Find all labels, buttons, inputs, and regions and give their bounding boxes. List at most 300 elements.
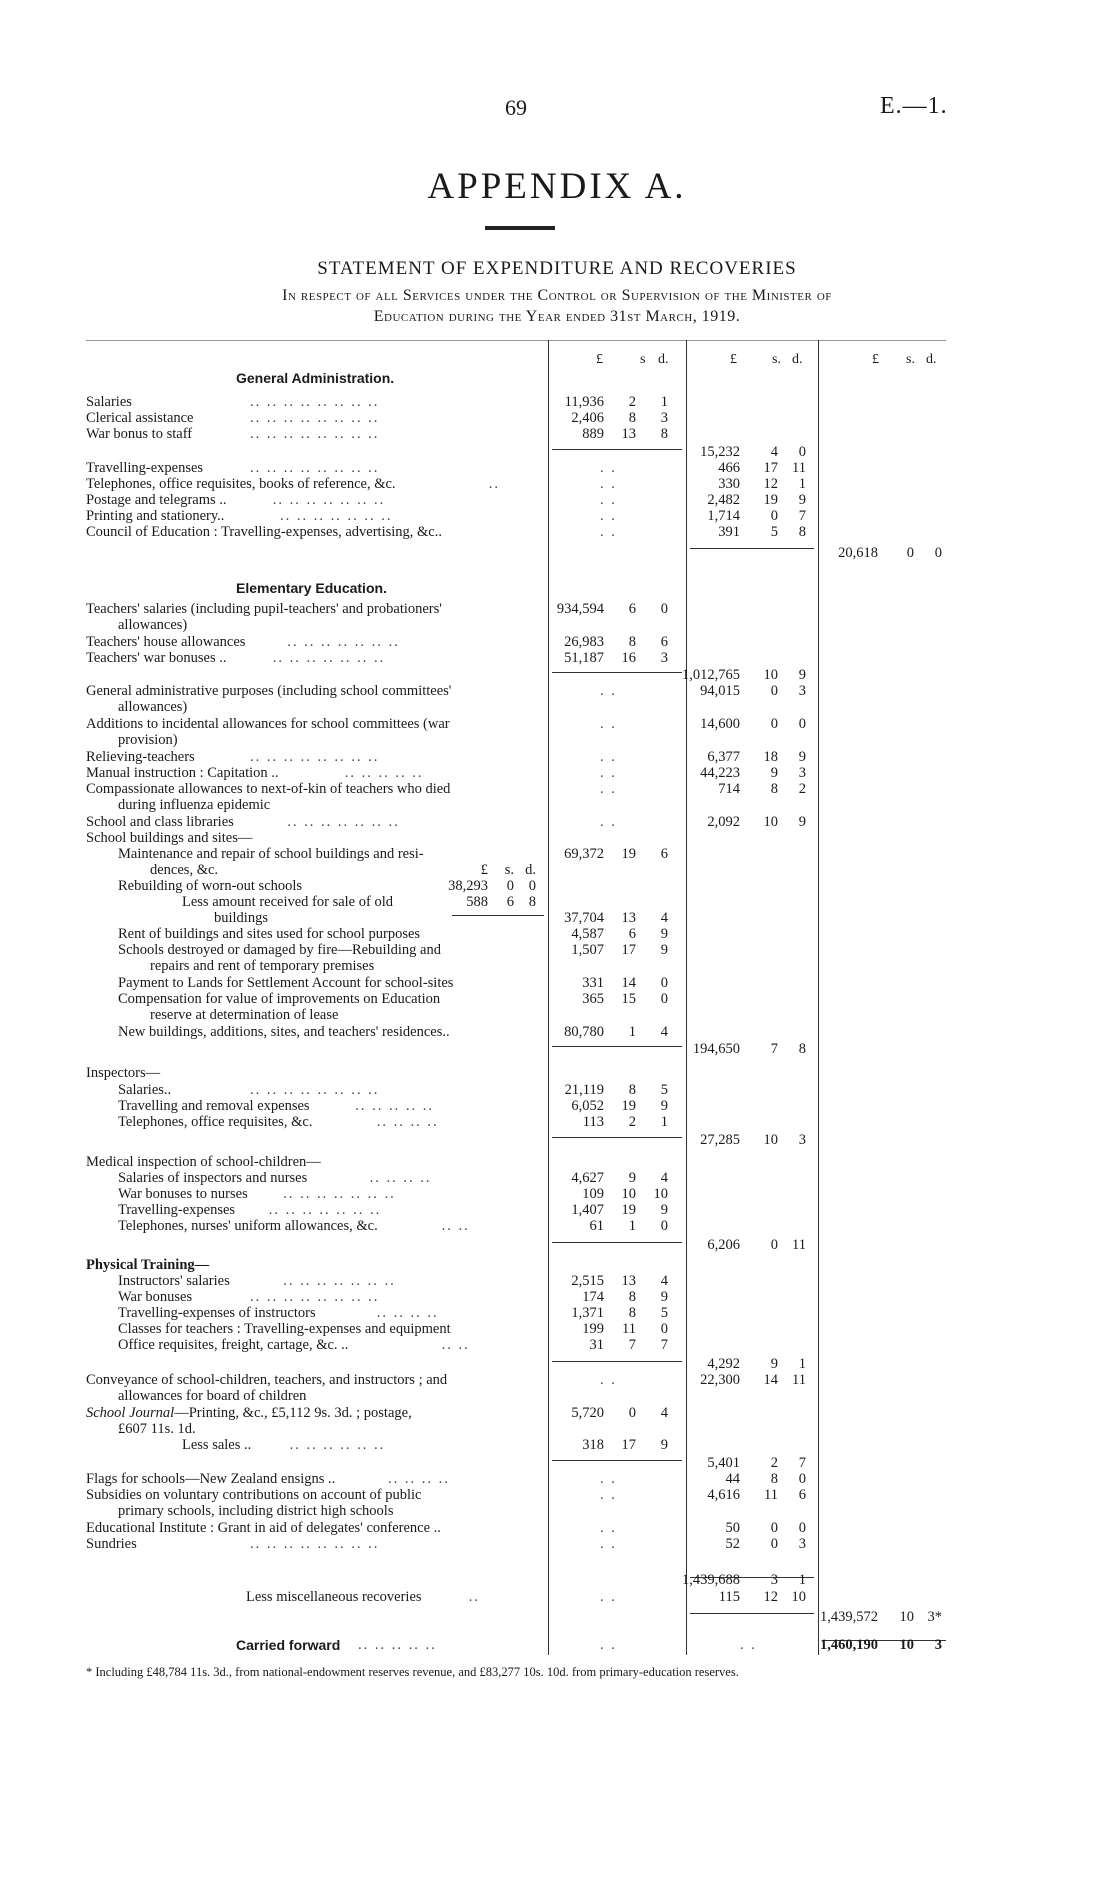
col2-amount-pounds: 22,300 (700, 1372, 740, 1388)
col2-amount-pence: 11 (792, 1372, 806, 1388)
col2-amount-pounds: 15,232 (700, 444, 740, 460)
col2-amount-pounds: 5,401 (707, 1455, 740, 1471)
col2-amount-shillings: 12 (763, 1589, 778, 1605)
table-row (0, 1503, 1114, 1519)
table-row (0, 1405, 1114, 1421)
col2-amount-pence: 1 (798, 1356, 806, 1372)
col2-amount-shillings: 0 (770, 683, 778, 699)
col2-amount-pounds: 44 (725, 1471, 740, 1487)
row-label: Physical Training— (86, 1257, 210, 1273)
col1-dots: . . (600, 1372, 617, 1388)
row-label: Printing and stationery.. (86, 508, 225, 524)
table-row (0, 1186, 1114, 1202)
row-label: War bonus to staff (86, 426, 193, 442)
inner-header-pence: d. (525, 862, 536, 878)
col2-amount-pounds: 50 (725, 1520, 740, 1536)
col2-amount-pence: 8 (798, 524, 806, 540)
leader-dots: .. .. .. .. .. .. .. (272, 650, 386, 666)
table-row (0, 1372, 1114, 1388)
table-row (0, 650, 1114, 666)
row-label: Sundries (86, 1536, 137, 1552)
row-label: Less sales .. (182, 1437, 252, 1453)
row-label: allowances) (118, 617, 188, 633)
col2-amount-pounds: 4,292 (707, 1356, 740, 1372)
leader-dots: .. .. .. .. .. (344, 765, 424, 781)
col3-amount-shillings: 10 (899, 1637, 914, 1653)
col2-amount-pounds: 2,482 (707, 492, 740, 508)
col2-amount-pounds: 714 (718, 781, 740, 797)
col1-amount-shillings: 17 (621, 1437, 636, 1453)
col2-amount-shillings: 10 (763, 667, 778, 683)
row-label: reserve at determination of lease (150, 1007, 339, 1023)
col2-shillings-header: s. (772, 352, 781, 367)
row-label: Telephones, office requisites, &c. (118, 1114, 313, 1130)
table-row (0, 1471, 1114, 1487)
table-row (0, 1455, 1114, 1471)
col1-amount-pounds: 934,594 (556, 601, 604, 617)
appendix-title: APPENDIX A. (427, 166, 687, 207)
col2-amount-shillings: 0 (770, 716, 778, 732)
row-label: General administrative purposes (including school committees' (86, 683, 452, 699)
row-label: Teachers' salaries (including pupil-teachers' and probationers' (86, 601, 442, 617)
table-row (0, 1082, 1114, 1098)
row-label: Medical inspection of school-children— (86, 1154, 321, 1170)
table-row (0, 1337, 1114, 1353)
table-row (0, 1520, 1114, 1536)
col2-amount-pence: 9 (798, 749, 806, 765)
leader-dots: .. .. .. .. .. .. (289, 1437, 386, 1453)
col1-amount-pence: 0 (660, 991, 668, 1007)
col2-amount-shillings: 10 (763, 814, 778, 830)
inner-amount-pounds: 588 (466, 894, 488, 910)
col2-amount-shillings: 0 (770, 1237, 778, 1253)
leader-dots: .. .. .. .. .. .. .. .. (250, 394, 380, 410)
row-label: Office requisites, freight, cartage, &c. .. (118, 1337, 349, 1353)
col1-amount-pounds: 80,780 (564, 1024, 604, 1040)
table-row (0, 667, 1114, 683)
col1-amount-pence: 10 (653, 1186, 668, 1202)
col2-amount-shillings: 9 (770, 1356, 778, 1372)
col1-amount-pounds: 2,406 (571, 410, 604, 426)
row-label: School and class libraries (86, 814, 234, 830)
leader-dots: .. .. .. .. (369, 1170, 432, 1186)
col3-amount-shillings: 10 (899, 1609, 914, 1625)
col1-amount-pence: 3 (660, 410, 668, 426)
col2-amount-pence: 9 (798, 667, 806, 683)
col2-amount-shillings: 2 (770, 1455, 778, 1471)
col1-amount-shillings: 13 (621, 910, 636, 926)
col1-amount-pounds: 889 (582, 426, 604, 442)
col1-amount-shillings: 14 (621, 975, 636, 991)
col1-amount-pence: 4 (660, 1273, 668, 1289)
col1-amount-pounds: 51,187 (564, 650, 604, 666)
leader-dots: .. .. (441, 1337, 470, 1353)
table-row (0, 958, 1114, 974)
inner-amount-pounds: 38,293 (448, 878, 488, 894)
col1-dots: . . (600, 476, 617, 492)
table-row (0, 1437, 1114, 1453)
table-row (0, 1321, 1114, 1337)
leader-dots: .. .. .. .. .. .. .. .. (250, 410, 380, 426)
table-row (0, 1024, 1114, 1040)
col2-amount-pence: 7 (798, 1455, 806, 1471)
table-row (0, 1388, 1114, 1404)
leader-dots: .. (488, 476, 501, 492)
row-label: Salaries (86, 394, 132, 410)
table-row (0, 749, 1114, 765)
document-reference: E.—1. (880, 93, 948, 119)
leader-dots: .. .. .. .. (388, 1471, 450, 1487)
table-row (0, 394, 1114, 410)
table-row (0, 716, 1114, 732)
row-label: allowances for board of children (118, 1388, 307, 1404)
leader-dots: .. .. .. .. .. .. .. .. (250, 1536, 380, 1552)
col1-amount-pounds: 5,720 (571, 1405, 604, 1421)
col2-amount-shillings: 7 (770, 1041, 778, 1057)
table-row (0, 1536, 1114, 1552)
col2-amount-pounds: 14,600 (700, 716, 740, 732)
table-row (0, 1202, 1114, 1218)
table-row (0, 846, 1114, 862)
table-row (0, 894, 1114, 910)
table-row (0, 1356, 1114, 1372)
row-label: £607 11s. 1d. (118, 1421, 196, 1437)
row-label: Salaries of inspectors and nurses (118, 1170, 308, 1186)
row-label: Conveyance of school-children, teachers, and instructors ; and (86, 1372, 448, 1388)
col1-amount-pence: 0 (660, 601, 668, 617)
table-row (0, 1305, 1114, 1321)
leader-dots: .. .. .. .. .. .. .. (283, 1273, 396, 1289)
table-row (0, 1065, 1114, 1081)
row-label: repairs and rent of temporary premises (150, 958, 375, 974)
table-row (0, 1098, 1114, 1114)
col2-amount-shillings: 8 (770, 1471, 778, 1487)
col2-amount-shillings: 12 (763, 476, 778, 492)
table-row (0, 910, 1114, 926)
col1-amount-pounds: 11,936 (564, 394, 604, 410)
row-label: Classes for teachers : Travelling-expenses and equipment (118, 1321, 451, 1337)
table-row (0, 492, 1114, 508)
inner-header-shillings: s. (504, 862, 514, 878)
col2-pence-header: d. (792, 352, 803, 367)
col1-amount-pence: 0 (660, 1321, 668, 1337)
leader-dots: .. .. .. .. .. .. .. (283, 1186, 396, 1202)
statement-subtitle-line-2: Education during the Year ended 31st March, 1919. (373, 308, 741, 325)
col2-amount-pence: 0 (798, 716, 806, 732)
title-rule (485, 226, 555, 230)
row-label: buildings (214, 910, 268, 926)
row-label: Travelling-expenses of instructors (118, 1305, 316, 1321)
row-label: Compassionate allowances to next-of-kin of teachers who died (86, 781, 451, 797)
row-label: dences, &c. (150, 862, 219, 878)
col1-amount-shillings: 11 (622, 1321, 636, 1337)
col1-amount-shillings: 6 (628, 601, 636, 617)
col2-amount-shillings: 18 (763, 749, 778, 765)
col2-amount-pounds: 391 (718, 524, 740, 540)
row-label: Telephones, office requisites, books of reference, &c. (86, 476, 396, 492)
col2-amount-pounds: 1,714 (707, 508, 740, 524)
table-row (0, 1637, 1114, 1653)
row-label: Flags for schools—New Zealand ensigns .. (86, 1471, 336, 1487)
inner-amount-pence: 0 (528, 878, 536, 894)
leader-dots: .. .. .. .. .. .. .. (287, 634, 400, 650)
col1-amount-pounds: 4,627 (571, 1170, 604, 1186)
col1-amount-shillings: 15 (621, 991, 636, 1007)
row-label: Travelling-expenses (118, 1202, 236, 1218)
leader-dots: .. .. .. .. (376, 1305, 439, 1321)
col3-amount-shillings: 0 (906, 545, 914, 561)
table-row (0, 476, 1114, 492)
leader-dots: .. .. .. .. .. .. .. .. (250, 749, 380, 765)
col2-amount-pence: 0 (798, 1520, 806, 1536)
row-label: Teachers' war bonuses .. (86, 650, 227, 666)
col1-amount-shillings: 8 (628, 410, 636, 426)
col2-amount-shillings: 14 (763, 1372, 778, 1388)
footnote: * Including £48,784 11s. 3d., from national-endowment reserves revenue, and £83,277 10s. 10d. from primary-education reserves. (86, 1665, 739, 1679)
table-row (0, 781, 1114, 797)
col2-amount-shillings: 5 (770, 524, 778, 540)
col1-amount-shillings: 0 (628, 1405, 636, 1421)
col1-amount-pounds: 331 (582, 975, 604, 991)
row-label: Relieving-teachers (86, 749, 195, 765)
col2-amount-shillings: 4 (770, 444, 778, 460)
col1-pence-header: d. (658, 352, 669, 367)
row-label: Schools destroyed or damaged by fire—Rebuilding and (118, 942, 441, 958)
col1-amount-shillings: 2 (628, 1114, 636, 1130)
table-row (0, 545, 1114, 561)
table-row (0, 975, 1114, 991)
table-row (0, 878, 1114, 894)
col1-amount-pence: 1 (660, 1114, 668, 1130)
table-row (0, 617, 1114, 633)
table-row (0, 444, 1114, 460)
statement-subtitle-line-1: In respect of all Services under the Control or Supervision of the Minister of (282, 287, 832, 304)
col1-dots: . . (600, 460, 617, 476)
col1-amount-pounds: 113 (582, 1114, 604, 1130)
row-label: Rebuilding of worn-out schools (118, 878, 303, 894)
col1-dots: . . (600, 1536, 617, 1552)
row-label: Payment to Lands for Settlement Account for school-sites (118, 975, 454, 991)
col1-amount-shillings: 2 (628, 394, 636, 410)
col1-amount-shillings: 1 (628, 1024, 636, 1040)
col2-amount-pence: 0 (798, 444, 806, 460)
row-label: Less miscellaneous recoveries (246, 1589, 422, 1605)
col1-amount-pence: 0 (660, 1218, 668, 1234)
table-row (0, 410, 1114, 426)
row-label: Educational Institute : Grant in aid of delegates' conference .. (86, 1520, 441, 1536)
inner-amount-pence: 8 (528, 894, 536, 910)
leader-dots: .. .. .. .. .. .. .. (280, 508, 393, 524)
table-row (0, 683, 1114, 699)
col2-amount-pence: 1 (798, 476, 806, 492)
row-label: primary schools, including district high schools (118, 1503, 394, 1519)
col2-amount-pence: 2 (798, 781, 806, 797)
row-label: Salaries.. (118, 1082, 172, 1098)
leader-dots: .. .. .. .. .. .. .. .. (250, 426, 380, 442)
col1-amount-pounds: 6,052 (571, 1098, 604, 1114)
col2-amount-pounds: 27,285 (700, 1132, 740, 1148)
col1-amount-pence: 9 (660, 1289, 668, 1305)
row-label: Travelling-expenses (86, 460, 204, 476)
col1-amount-shillings: 19 (621, 846, 636, 862)
col2-amount-pence: 11 (792, 1237, 806, 1253)
table-row (0, 1257, 1114, 1273)
col1-amount-shillings: 8 (628, 634, 636, 650)
row-label: School buildings and sites— (86, 830, 253, 846)
col2-amount-pence: 0 (798, 1471, 806, 1487)
col2-amount-pence: 3 (798, 1536, 806, 1552)
col2-amount-shillings: 0 (770, 1536, 778, 1552)
col1-amount-pounds: 37,704 (564, 910, 604, 926)
statement-title: STATEMENT OF EXPENDITURE AND RECOVERIES (317, 258, 797, 279)
table-row (0, 942, 1114, 958)
table-row (0, 1237, 1114, 1253)
table-row (0, 862, 1114, 878)
col1-amount-pounds: 1,371 (571, 1305, 604, 1321)
row-label: Council of Education : Travelling-expenses, advertising, &c.. (86, 524, 442, 540)
col2-amount-pounds: 466 (718, 460, 740, 476)
row-label: allowances) (118, 699, 188, 715)
col2-amount-pence: 7 (798, 508, 806, 524)
col2-amount-pounds: 1,012,765 (682, 667, 740, 683)
col1-amount-pence: 6 (660, 634, 668, 650)
table-row (0, 1289, 1114, 1305)
col2-amount-pence: 3 (798, 683, 806, 699)
col2-amount-shillings: 0 (770, 1520, 778, 1536)
table-row (0, 426, 1114, 442)
col1-amount-pence: 4 (660, 1170, 668, 1186)
col1-amount-pence: 9 (660, 1098, 668, 1114)
table-row (0, 1572, 1114, 1588)
row-label: Subsidies on voluntary contributions on account of public (86, 1487, 422, 1503)
col2-amount-shillings: 3 (770, 1572, 778, 1588)
leader-dots: .. .. .. .. .. .. .. .. (250, 1082, 380, 1098)
col2-amount-pounds: 4,616 (707, 1487, 740, 1503)
col2-amount-pence: 3 (798, 765, 806, 781)
table-row (0, 1609, 1114, 1625)
col3-shillings-header: s. (906, 352, 915, 367)
col1-amount-pence: 4 (660, 1405, 668, 1421)
row-label: Carried forward (236, 1637, 341, 1653)
col1-dots: . . (600, 1471, 617, 1487)
table-row (0, 1487, 1114, 1503)
col1-dots: . . (600, 1520, 617, 1536)
col2-amount-shillings: 8 (770, 781, 778, 797)
col1-amount-pence: 9 (660, 926, 668, 942)
row-label: Compensation for value of improvements on Education (118, 991, 441, 1007)
table-row (0, 1041, 1114, 1057)
col2-amount-pence: 9 (798, 814, 806, 830)
row-label: provision) (118, 732, 178, 748)
col1-amount-shillings: 19 (621, 1098, 636, 1114)
col2-amount-pounds: 44,223 (700, 765, 740, 781)
row-label: New buildings, additions, sites, and teachers' residences.. (118, 1024, 450, 1040)
col1-dots: . . (600, 749, 617, 765)
col3-amount-pounds: 1,439,572 (820, 1609, 878, 1625)
col1-amount-pence: 8 (660, 426, 668, 442)
row-label: War bonuses (118, 1289, 193, 1305)
table-row (0, 732, 1114, 748)
col1-amount-shillings: 8 (628, 1305, 636, 1321)
col1-pounds-header: £ (596, 352, 603, 367)
col2-amount-pounds: 330 (718, 476, 740, 492)
col2-amount-pence: 6 (798, 1487, 806, 1503)
col1-amount-pounds: 318 (582, 1437, 604, 1453)
col1-amount-pounds: 365 (582, 991, 604, 1007)
table-row (0, 1421, 1114, 1437)
leader-dots: .. .. .. .. (376, 1114, 439, 1130)
row-label: during influenza epidemic (118, 797, 271, 813)
leader-dots: .. .. .. .. .. .. .. .. (250, 1289, 380, 1305)
col3-amount-pounds: 1,460,190 (820, 1637, 878, 1653)
col1-amount-pence: 9 (660, 942, 668, 958)
col1-amount-pence: 9 (660, 1437, 668, 1453)
col3-pounds-header: £ (872, 352, 879, 367)
col1-shillings-header: s (640, 352, 646, 367)
row-label: Manual instruction : Capitation .. (86, 765, 279, 781)
row-label: Inspectors— (86, 1065, 161, 1081)
row-label: Elementary Education. (236, 580, 387, 596)
col1-amount-pence: 6 (660, 846, 668, 862)
col2-amount-shillings: 0 (770, 508, 778, 524)
col1-amount-pounds: 31 (589, 1337, 604, 1353)
col2-amount-shillings: 9 (770, 765, 778, 781)
inner-header-pounds: £ (480, 862, 488, 878)
row-label: General Administration. (236, 370, 395, 386)
col1-dots: . . (600, 683, 617, 699)
row-label: Clerical assistance (86, 410, 194, 426)
table-row (0, 1154, 1114, 1170)
table-row (0, 1589, 1114, 1605)
table-row (0, 1114, 1114, 1130)
col2-amount-pounds: 6,206 (707, 1237, 740, 1253)
leader-dots: .. .. .. .. .. .. .. (272, 492, 386, 508)
row-label: Telephones, nurses' uniform allowances, &c. (118, 1218, 378, 1234)
col1-amount-pounds: 1,407 (571, 1202, 604, 1218)
col1-dots: . . (600, 524, 617, 540)
col1-amount-pence: 4 (660, 1024, 668, 1040)
col1-amount-shillings: 10 (621, 1186, 636, 1202)
col3-pence-header: d. (926, 352, 937, 367)
leader-dots: .. .. .. .. .. .. .. (287, 814, 400, 830)
table-row (0, 1170, 1114, 1186)
col1-amount-pounds: 69,372 (564, 846, 604, 862)
col1-amount-pounds: 26,983 (564, 634, 604, 650)
col2-amount-pence: 10 (791, 1589, 806, 1605)
table-row (0, 1218, 1114, 1234)
col1-amount-shillings: 13 (621, 1273, 636, 1289)
col1-dots: . . (600, 814, 617, 830)
row-label: Postage and telegrams .. (86, 492, 227, 508)
table-row (0, 830, 1114, 846)
table-row (0, 580, 1114, 596)
table-row (0, 634, 1114, 650)
col2-amount-shillings: 10 (763, 1132, 778, 1148)
col1-amount-shillings: 7 (628, 1337, 636, 1353)
leader-dots: .. .. .. .. .. (355, 1098, 434, 1114)
col1-amount-shillings: 1 (628, 1218, 636, 1234)
col1-amount-pence: 4 (660, 910, 668, 926)
col2-amount-pence: 8 (798, 1041, 806, 1057)
col2-dots: . . (740, 1637, 757, 1653)
table-row (0, 765, 1114, 781)
col1-dots: . . (600, 781, 617, 797)
row-label: Teachers' house allowances (86, 634, 246, 650)
col1-amount-shillings: 19 (621, 1202, 636, 1218)
col2-amount-pounds: 6,377 (707, 749, 740, 765)
table-top-rule (86, 340, 946, 341)
col1-amount-pence: 5 (660, 1305, 668, 1321)
